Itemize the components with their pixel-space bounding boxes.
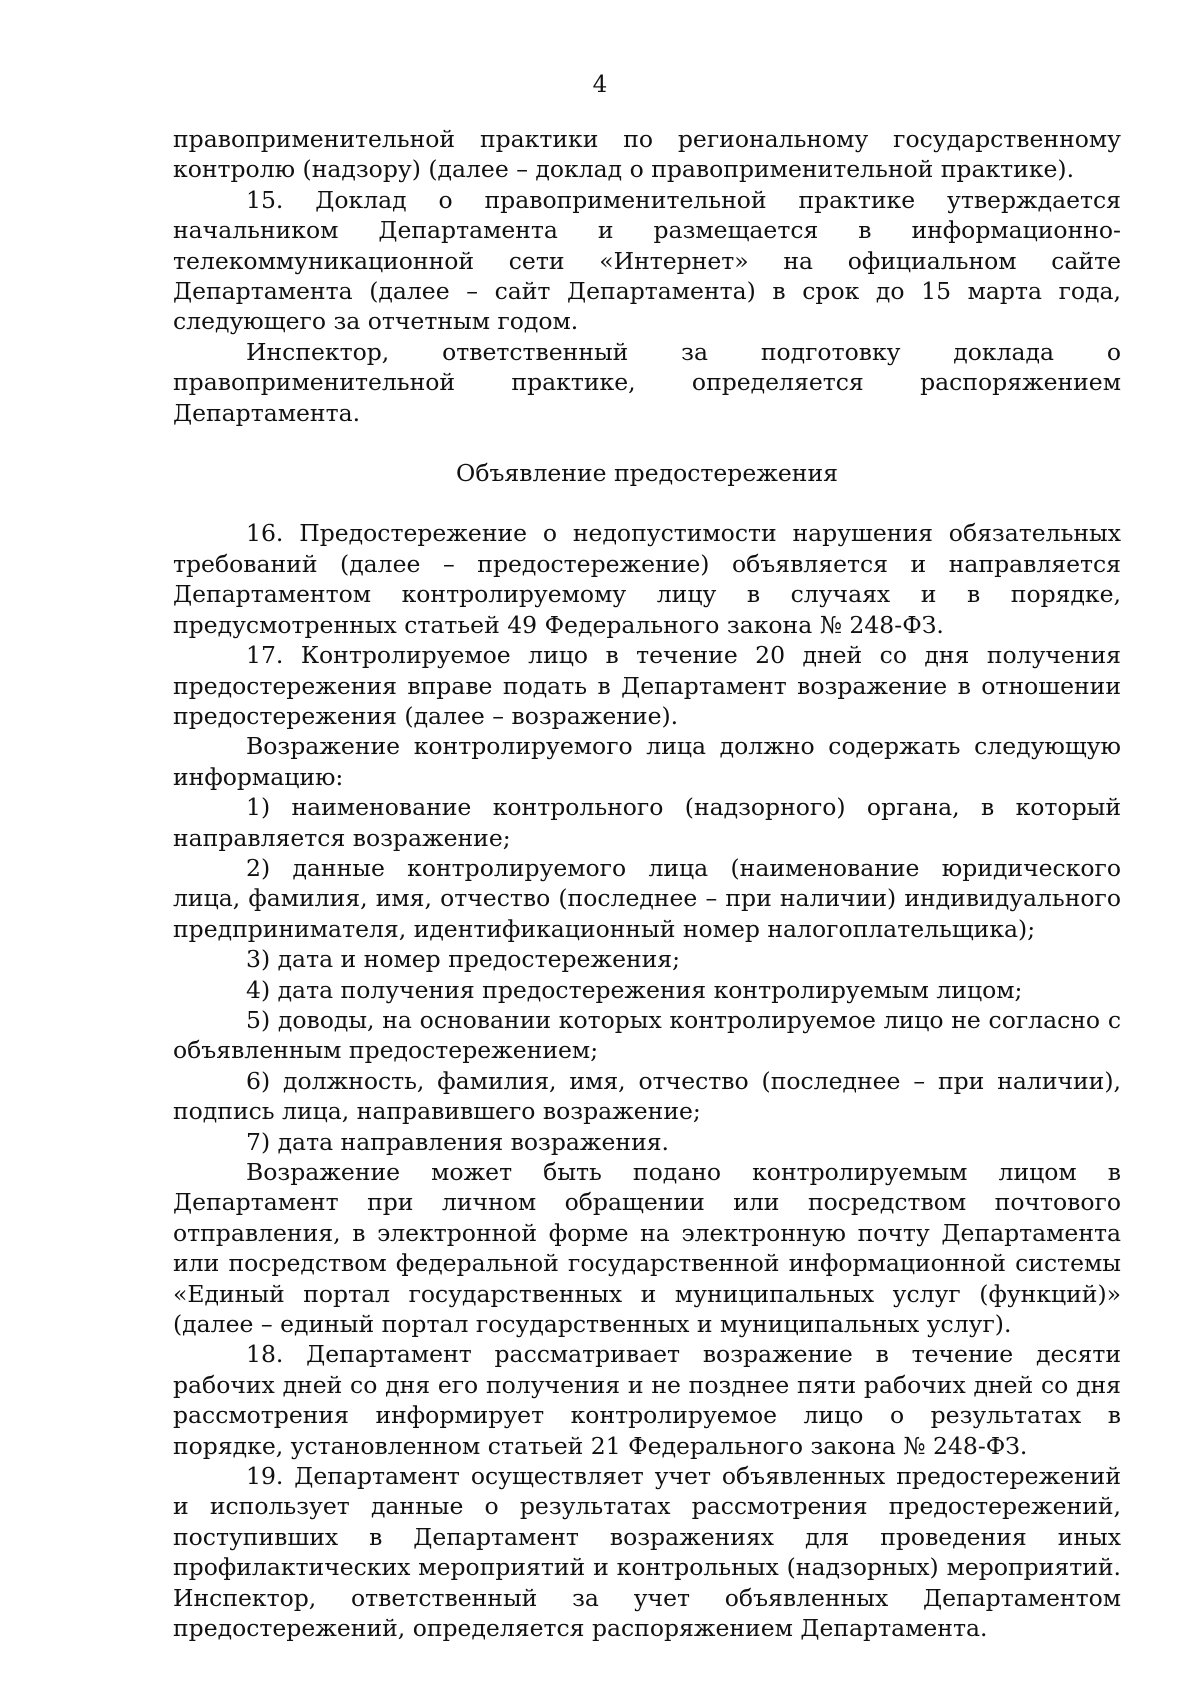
paragraph-objection-content: Возражение контролируемого лица должно содержать следующую информацию: xyxy=(173,732,1121,791)
page-number: 4 xyxy=(592,72,608,98)
paragraph-18: 18. Департамент рассматривает возражение в течение десяти рабочих дней со дня его получения и не позднее пяти рабочих дней со дня рассмотрения информирует контролируемое лицо о результатах в порядке, установленном статьей 21 Федерального закона № 248-ФЗ. xyxy=(173,1340,1121,1460)
list-item-1: 1) наименование контрольного (надзорного) органа, в который направляется возражение; xyxy=(173,793,1121,852)
paragraph-16: 16. Предостережение о недопустимости нарушения обязательных требований (далее – предостережение) объявляется и направляется Департаментом контролируемому лицу в случаях и в порядке, предусмотренных статьей 49 Федерального закона № 248-ФЗ. xyxy=(173,519,1121,639)
paragraph-15: 15. Доклад о правоприменительной практике утверждается начальником Департамента и размещается в информационно-телекоммуникационной сети «Интернет» на официальном сайте Департамента (далее – сайт Департамента) в срок до 15 марта года, следующего за отчетным годом. xyxy=(173,185,1121,336)
section-heading: Объявление предостережения xyxy=(456,459,838,488)
paragraph-17: 17. Контролируемое лицо в течение 20 дней со дня получения предостережения вправе подать в Департамент возражение в отношении предостережения (далее – возражение). xyxy=(173,641,1121,730)
paragraph-objection-submission: Возражение может быть подано контролируемым лицом в Департамент при личном обращении или посредством почтового отправления, в электронной форме на электронную почту Департамента или посредством федеральной государственной информационной системы «Единый портал государственных и муниципальных услуг (функций)» (далее – единый портал государственных и муниципальных услуг). xyxy=(173,1158,1121,1339)
paragraph-continuation: правоприменительной практики по региональному государственному контролю (надзору) (далее – доклад о правоприменительной практике). xyxy=(173,125,1121,184)
document-body xyxy=(173,124,1121,1644)
list-item-7: 7) дата направления возражения. xyxy=(246,1127,670,1156)
paragraph-inspector-report: Инспектор, ответственный за подготовку доклада о правоприменительной практике, определяется распоряжением Департамента. xyxy=(173,337,1121,427)
list-item-2: 2) данные контролируемого лица (наименование юридического лица, фамилия, имя, отчество (последнее – при наличии) индивидуального предпринимателя, идентификационный номер налогоплательщика); xyxy=(173,853,1121,943)
list-item-3: 3) дата и номер предостережения; xyxy=(246,945,681,974)
list-item-6: 6) должность, фамилия, имя, отчество (последнее – при наличии), подпись лица, направившего возражение; xyxy=(173,1066,1121,1126)
list-item-4: 4) дата получения предостережения контролируемым лицом; xyxy=(246,975,1023,1004)
paragraph-19: 19. Департамент осуществляет учет объявленных предостережений и использует данные о результатах рассмотрения предостережений, поступивших в Департамент возражениях для проведения иных профилактических мероприятий и контрольных (надзорных) мероприятий. Инспектор, ответственный за учет объявленных Департаментом предостережений, определяется распоряжением Департамента. xyxy=(173,1462,1121,1643)
list-item-5: 5) доводы, на основании которых контролируемое лицо не согласно с объявленным предостережением; xyxy=(173,1005,1121,1065)
